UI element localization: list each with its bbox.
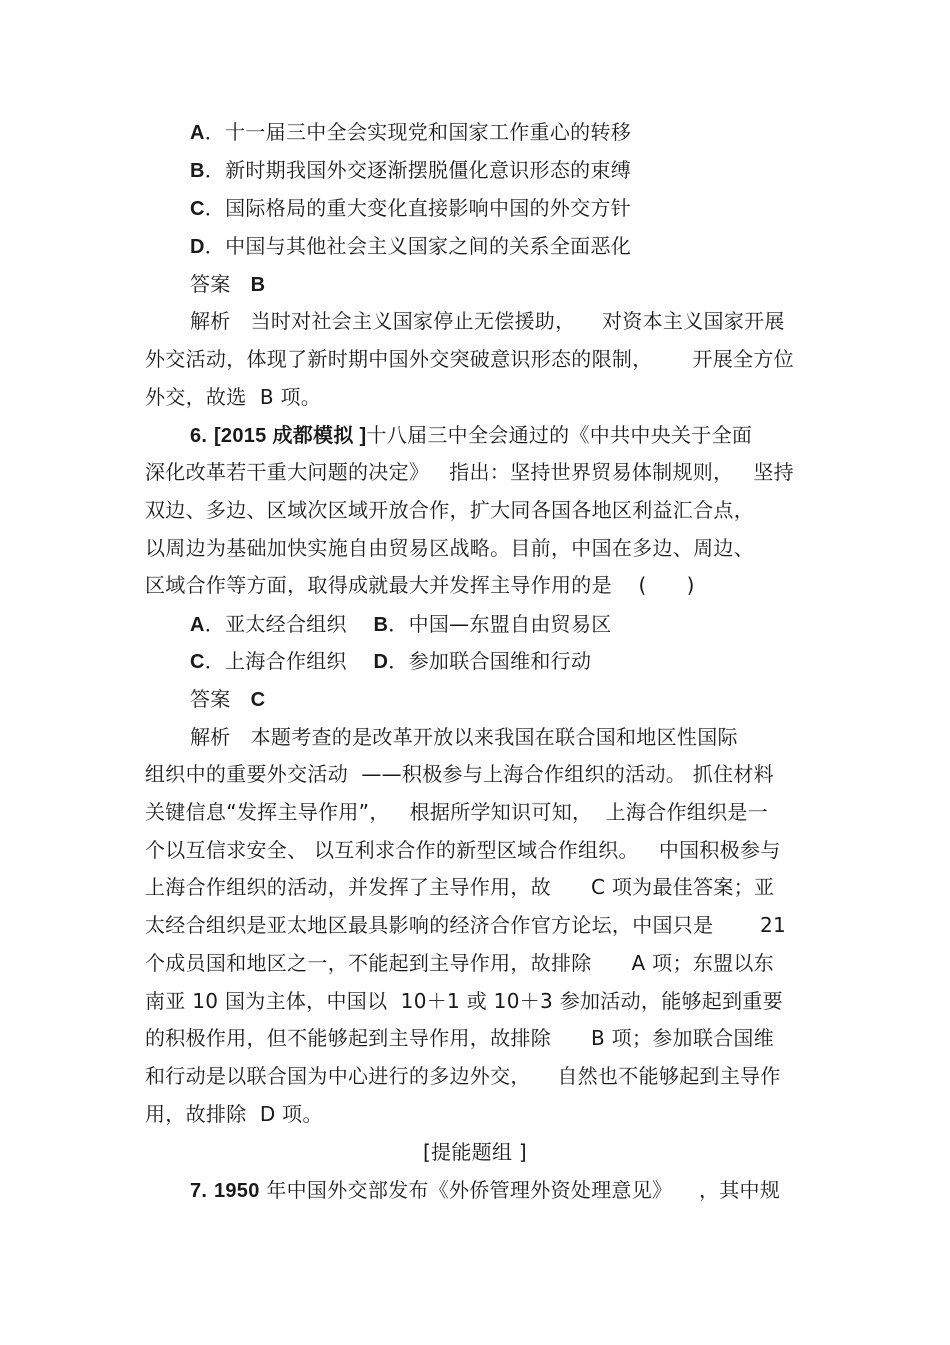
q6-stem-line-2: 深化改革若干重大问题的决定》 指出：坚持世界贸易体制规则， 坚持 [145,460,794,484]
option-text: 上海合作组织 [225,649,347,673]
q6-analysis-line-3: 关键信息“发挥主导作用”， 根据所学知识可知， 上海合作组织是一 [145,800,769,824]
q7-stem-line-1 [190,1177,860,1204]
option-letter: B [373,614,389,636]
q6-analysis-line-8: 南亚 10 国为主体，中国以 10＋1 或 10＋3 参加活动，能够起到重要 [145,989,783,1013]
q5-option-d: D．中国与其他社会主义国家之间的关系全面恶化 [190,234,632,258]
q6-analysis-line-2: 组织中的重要外交活动 ——积极参与上海合作组织的活动。 抓住材料 [145,762,774,786]
q6-stem-line-5: 区域合作等方面，取得成就最大并发挥主导作用的是 ( ) [145,573,695,597]
question-year: 1950 [213,1180,260,1202]
q5-answer [190,271,860,298]
option-text: 中国与其他社会主义国家之间的关系全面恶化 [225,234,632,258]
q5-analysis-line-2: 外交活动，体现了新时期中国外交突破意识形态的限制， 开展全方位 [145,347,794,371]
q6-options-row-2: C．上海合作组织 D．参加联合国维和行动 [190,649,592,673]
q6-analysis-line-1 [190,724,860,750]
q6-stem-line-3: 双边、多边、区域次区域开放合作，扩大同各国各地区利益汇合点， [145,498,754,522]
option-letter: C [190,198,205,220]
analysis-label: 解析 [190,725,231,749]
q5-option-b: B．新时期我国外交逐渐摆脱僵化意识形态的束缚 [190,158,632,182]
question-text: 十八届三中全会通过的《中共中央关于全面 [366,423,753,447]
analysis-label: 解析 [190,309,231,333]
answer-label: 答案 [190,687,231,711]
q5-option-a: A．十一届三中全会实现党和国家工作重心的转移 [190,120,632,144]
option-text: 国际格局的重大变化直接影响中国的外交方针 [225,196,632,220]
q6-analysis-line-11: 用，故排除 D 项。 [145,1102,323,1126]
option-text: 十一届三中全会实现党和国家工作重心的转移 [225,120,632,144]
q6-analysis-line-7: 个成员国和地区之一，不能起到主导作用，故排除 A 项；东盟以东 [145,951,774,975]
option-letter: D [373,651,389,673]
answer-label: 答案 [190,272,231,296]
option-letter: A [190,614,205,636]
q6-options-row-1: A．亚太经合组织 B．中国—东盟自由贸易区 [190,612,612,636]
option-text: 中国—东盟自由贸易区 [408,612,612,636]
option-letter: D [190,236,205,258]
option-text: 新时期我国外交逐渐摆脱僵化意识形态的束缚 [225,158,632,182]
q6-analysis-line-6: 太经合组织是亚太地区最具影响的经济合作官方论坛，中国只是 21 [145,913,787,937]
q5-analysis-line-1 [190,308,860,334]
q6-analysis-line-9: 的积极作用，但不能够起到主导作用，故排除 B 项；参加联合国维 [145,1026,775,1050]
q6-stem-line-1 [190,422,860,449]
question-number: 7. [190,1180,208,1202]
section-title: [提能题组 ] [422,1140,528,1164]
question-text: 年中国外交部发布《外侨管理外资处理意见》 ，其中规 [266,1178,781,1202]
option-text: 亚太经合组织 [225,612,347,636]
question-source: [2015 成都模拟 ] [213,425,367,447]
q6-answer [190,686,860,713]
option-letter: A [190,122,205,144]
q6-analysis-line-5: 上海合作组织的活动，并发挥了主导作用，故 C 项为最佳答案；亚 [145,875,775,899]
answer-value: C [250,689,266,711]
q5-option-c: C．国际格局的重大变化直接影响中国的外交方针 [190,196,632,220]
option-letter: B [190,160,205,182]
analysis-text: 当时对社会主义国家停止无偿援助， 对资本主义国家开展 [250,309,785,333]
q6-analysis-line-10: 和行动是以联合国为中心进行的多边外交， 自然也不能够起到主导作 [145,1064,781,1088]
question-number: 6. [190,425,208,447]
option-letter: C [190,651,205,673]
q6-analysis-line-4: 个以互信求安全、 以互利求合作的新型区域合作组织。 中国积极参与 [145,838,781,862]
analysis-text: 本题考查的是改革开放以来我国在联合国和地区性国际 [250,725,738,749]
answer-value: B [250,274,266,296]
q6-stem-line-4: 以周边为基础加快实施自由贸易区战略。目前，中国在多边、周边、 [145,536,754,560]
q5-analysis-line-3: 外交，故选 B 项。 [145,385,322,409]
option-text: 参加联合国维和行动 [408,649,592,673]
